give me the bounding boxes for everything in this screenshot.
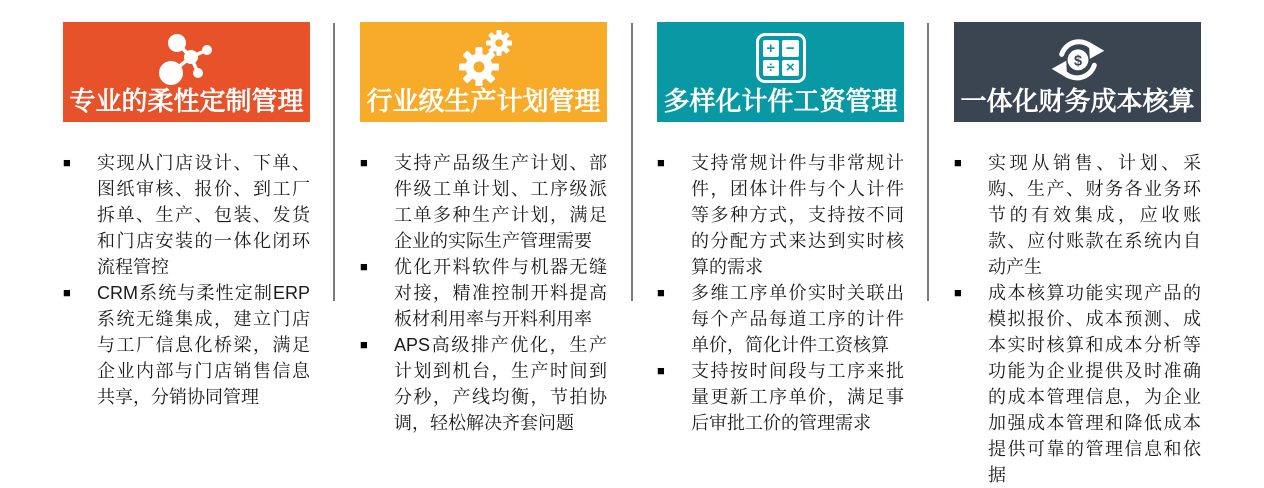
column-divider — [631, 23, 633, 301]
feature-text: 支持产品级生产计划、部件级工单计划、工序级派工单多种生产计划，满足企业的实际生产管理需要 — [394, 153, 607, 251]
feature-column-piece-wage — [657, 22, 904, 436]
feature-card — [63, 22, 310, 122]
molecule-icon — [156, 29, 218, 87]
feature-item — [63, 280, 310, 410]
feature-column-finance-costing — [954, 22, 1201, 488]
feature-item — [954, 280, 1201, 488]
column-divider — [927, 23, 929, 301]
feature-item — [360, 150, 607, 254]
bullet-square-icon: ■ — [657, 363, 665, 378]
bullet-square-icon: ■ — [954, 155, 962, 170]
minus-icon: − — [782, 40, 799, 57]
feature-item — [360, 254, 607, 332]
feature-text: 优化开料软件与机器无缝对接，精准控制开料提高板材利用率与开料利用率 — [394, 257, 607, 329]
feature-text: 多维工序单价实时关联出每个产品每道工序的计件单价，简化计件工资核算 — [691, 283, 904, 355]
feature-item — [657, 150, 904, 280]
feature-list — [360, 150, 607, 436]
feature-item — [954, 150, 1201, 280]
bullet-square-icon: ■ — [954, 285, 962, 300]
bullet-square-icon: ■ — [63, 285, 71, 300]
feature-item — [63, 150, 310, 280]
bullet-square-icon: ■ — [63, 155, 71, 170]
feature-column-production-planning — [360, 22, 607, 436]
feature-text: CRM系统与柔性定制ERP系统无缝集成，建立门店与工厂信息化桥梁，满足企业内部与门店销售信息共享，分销协同管理 — [97, 283, 310, 407]
bullet-square-icon: ■ — [360, 155, 368, 170]
divide-icon: ÷ — [763, 60, 780, 77]
feature-list — [954, 150, 1201, 488]
bullet-square-icon: ■ — [360, 259, 368, 274]
feature-text: 实现从门店设计、下单、图纸审核、报价、到工厂拆单、生产、包装、发货和门店安装的一体化闭环流程管控 — [97, 153, 310, 277]
multiply-icon: × — [782, 60, 799, 77]
plus-icon: + — [763, 40, 780, 57]
gears-icon — [453, 29, 515, 87]
feature-item — [657, 358, 904, 436]
feature-card — [954, 22, 1201, 122]
feature-text: 支持常规计件与非常规计件，团体计件与个人计件等多种方式，支持按不同的分配方式来达到实时核算的需求 — [691, 153, 904, 277]
feature-card-title: 一体化财务成本核算 — [960, 86, 1195, 116]
column-divider — [333, 23, 335, 301]
bullet-square-icon: ■ — [360, 337, 368, 352]
feature-text: 成本核算功能实现产品的模拟报价、成本预测、成本实时核算和成本分析等功能为企业提供及时准确的成本管理信息，为企业加强成本管理和降低成本提供可靠的管理信息和依据 — [988, 283, 1201, 485]
feature-text: 支持按时间段与工序来批量更新工序单价，满足事后审批工价的管理需求 — [691, 361, 904, 433]
feature-card-title: 行业级生产计划管理 — [366, 86, 601, 116]
calculator-icon — [756, 29, 806, 87]
bullet-square-icon: ■ — [657, 155, 665, 170]
feature-text: 实现从销售、计划、采购、生产、财务各业务环节的有效集成，应收账款、应付账款在系统内自动产生 — [988, 153, 1201, 277]
bullet-square-icon: ■ — [657, 285, 665, 300]
money-cycle-icon — [1047, 29, 1109, 87]
feature-list — [657, 150, 904, 436]
feature-text: APS高级排产优化，生产计划到机台，生产时间到分秒，产线均衡，节拍协调，轻松解决齐套问题 — [394, 335, 607, 433]
feature-item — [360, 332, 607, 436]
feature-item — [657, 280, 904, 358]
feature-card — [360, 22, 607, 122]
dollar-icon: $ — [1073, 53, 1082, 70]
feature-column-flexible-customization — [63, 22, 310, 410]
feature-card-title: 专业的柔性定制管理 — [69, 86, 304, 116]
feature-card — [657, 22, 904, 122]
feature-card-title: 多样化计件工资管理 — [663, 86, 898, 116]
feature-list — [63, 150, 310, 410]
